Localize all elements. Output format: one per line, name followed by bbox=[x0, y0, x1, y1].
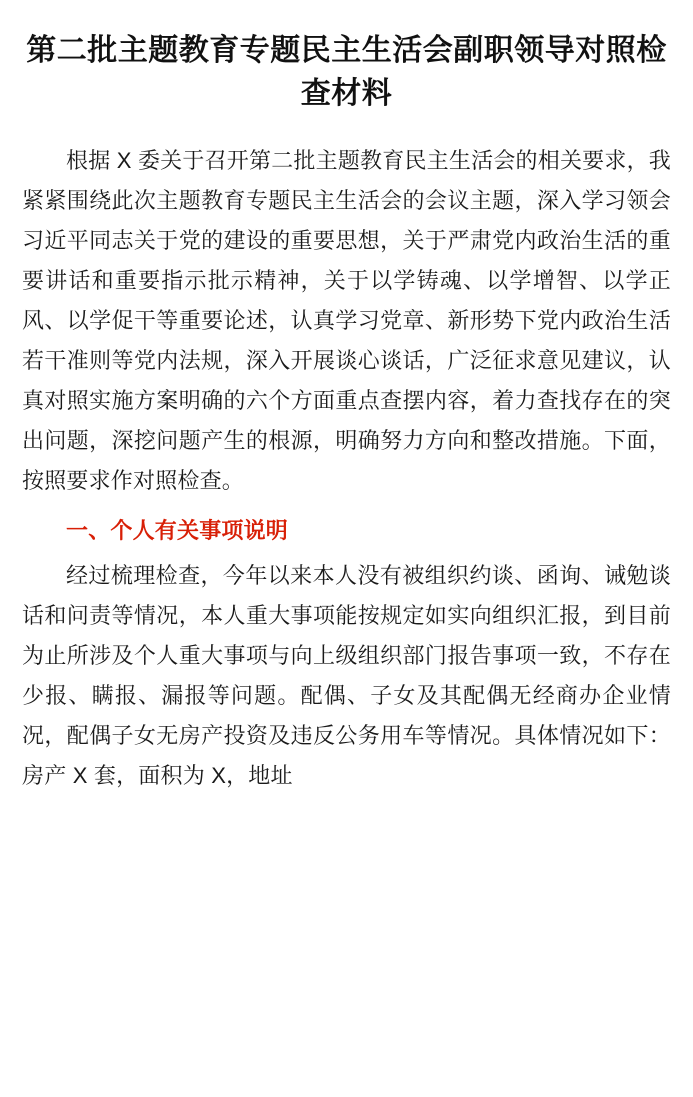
section-heading-personal-matters: 一、个人有关事项说明 bbox=[66, 518, 289, 544]
personal-matters-paragraph: 经过梳理检查，今年以来本人没有被组织约谈、函询、诫勉谈话和问责等情况，本人重大事项能按规定如实向组织汇报，到目前为止所涉及个人重大事项与向上级组织部门报告事项一致，不存在少报、瞒报、漏报等问题。配偶、子女及其配偶无经商办企业情况，配偶子女无房产投资及违反公务用车等情况。具体情况如下：房产 X 套，面积为 X，地址 bbox=[22, 562, 671, 788]
page-title: 第二批主题教育专题民主生活会副职领导对照检查材料 bbox=[26, 34, 667, 110]
intro-paragraph: 根据 X 委关于召开第二批主题教育民主生活会的相关要求，我紧紧围绕此次主题教育专题民主生活会的会议主题，深入学习领会习近平同志关于党的建设的重要思想，关于严肃党内政治生活的重要讲话和重要指示批示精神，关于以学铸魂、以学增智、以学正风、以学促干等重要论述，认真学习党章、新形势下党内政治生活若干准则等党内法规，深入开展谈心谈话，广泛征求意见建议，认真对照实施方案明确的六个方面重点查摆内容，着力查找存在的突出问题，深挖问题产生的根源，明确努力方向和整改措施。下面，按照要求作对照检查。 bbox=[22, 148, 671, 494]
